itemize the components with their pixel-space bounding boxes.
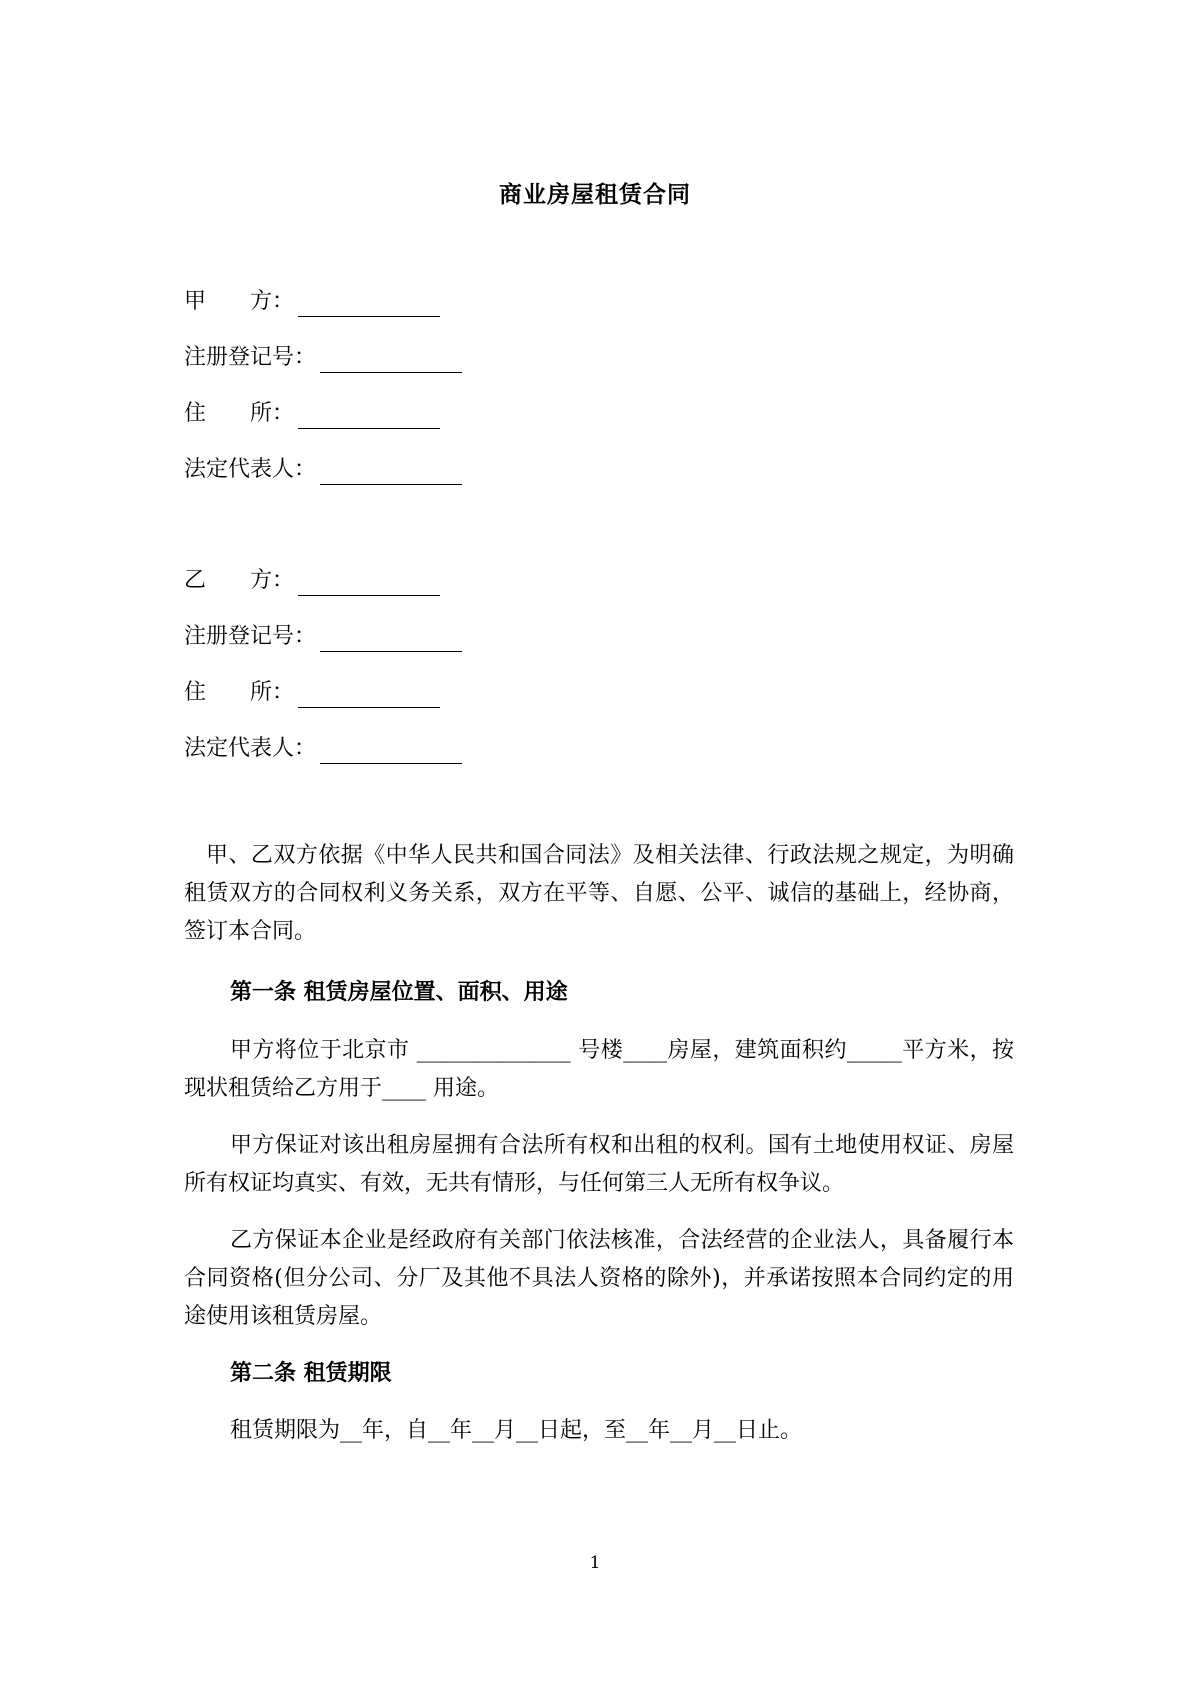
article-2-heading: 第二条 租赁期限 [230,1360,392,1386]
party-b-name-field [184,566,440,596]
party-a-address-blank[interactable] [298,404,440,429]
page-number: 1 [589,1553,601,1573]
party-a-rep-field [184,455,462,485]
preamble-text: 甲、乙双方依据《中华人民共和国合同法》及相关法律、行政法规之规定，为明确租赁双方的合同权利义务关系，双方在平等、自愿、公平、诚信的基础上，经协商，签订本合同。 [184,843,1014,944]
party-b-rep-field [184,734,462,764]
party-b-name-label: 乙 方： [184,568,295,593]
party-a-reg-label: 注册登记号： [184,345,317,370]
preamble-paragraph [184,837,1014,951]
party-b-rep-blank[interactable] [320,739,462,764]
article-1-paragraph-3 [184,1222,1014,1336]
article-1-p3-text: 乙方保证本企业是经政府有关部门依法核准，合法经营的企业法人，具备履行本合同资格(但分公司、分厂及其他不具法人资格的除外)，并承诺按照本合同约定的用途使用该租赁房屋。 [184,1228,1014,1329]
party-b-rep-label: 法定代表人： [184,736,317,761]
party-a-reg-field [184,343,462,373]
party-b-address-blank[interactable] [298,683,440,708]
article-1-p2-text: 甲方保证对该出租房屋拥有合法所有权和出租的权利。国有土地使用权证、房屋所有权证均真实、有效，无共有情形，与任何第三人无所有权争议。 [184,1133,1014,1196]
article-1-heading: 第一条 租赁房屋位置、面积、用途 [230,979,568,1005]
article-2-p1-text: 租赁期限为__年，自__年__月__日起，至__年__月__日止。 [230,1418,803,1443]
party-a-rep-label: 法定代表人： [184,457,317,482]
party-b-reg-blank[interactable] [320,627,462,652]
party-b-reg-label: 注册登记号： [184,624,317,649]
party-b-address-field [184,678,440,708]
party-b-reg-field [184,622,462,652]
party-a-reg-blank[interactable] [320,348,462,373]
party-a-address-field [184,399,440,429]
party-a-name-label: 甲 方： [184,289,295,314]
article-1-paragraph-2 [184,1127,1014,1203]
article-1-p1-text: 甲方将位于北京市 ______________ 号楼____房屋，建筑面积约_____平方米，按现状租赁给乙方用于____ 用途。 [184,1038,1014,1101]
article-2-paragraph-1 [184,1412,1014,1450]
party-a-name-blank[interactable] [298,292,440,317]
party-b-address-label: 住 所： [184,680,295,705]
document-title: 商业房屋租赁合同 [499,181,691,208]
party-b-name-blank[interactable] [298,571,440,596]
article-1-paragraph-1 [184,1032,1014,1108]
party-a-address-label: 住 所： [184,401,295,426]
party-a-rep-blank[interactable] [320,460,462,485]
party-a-name-field [184,287,440,317]
